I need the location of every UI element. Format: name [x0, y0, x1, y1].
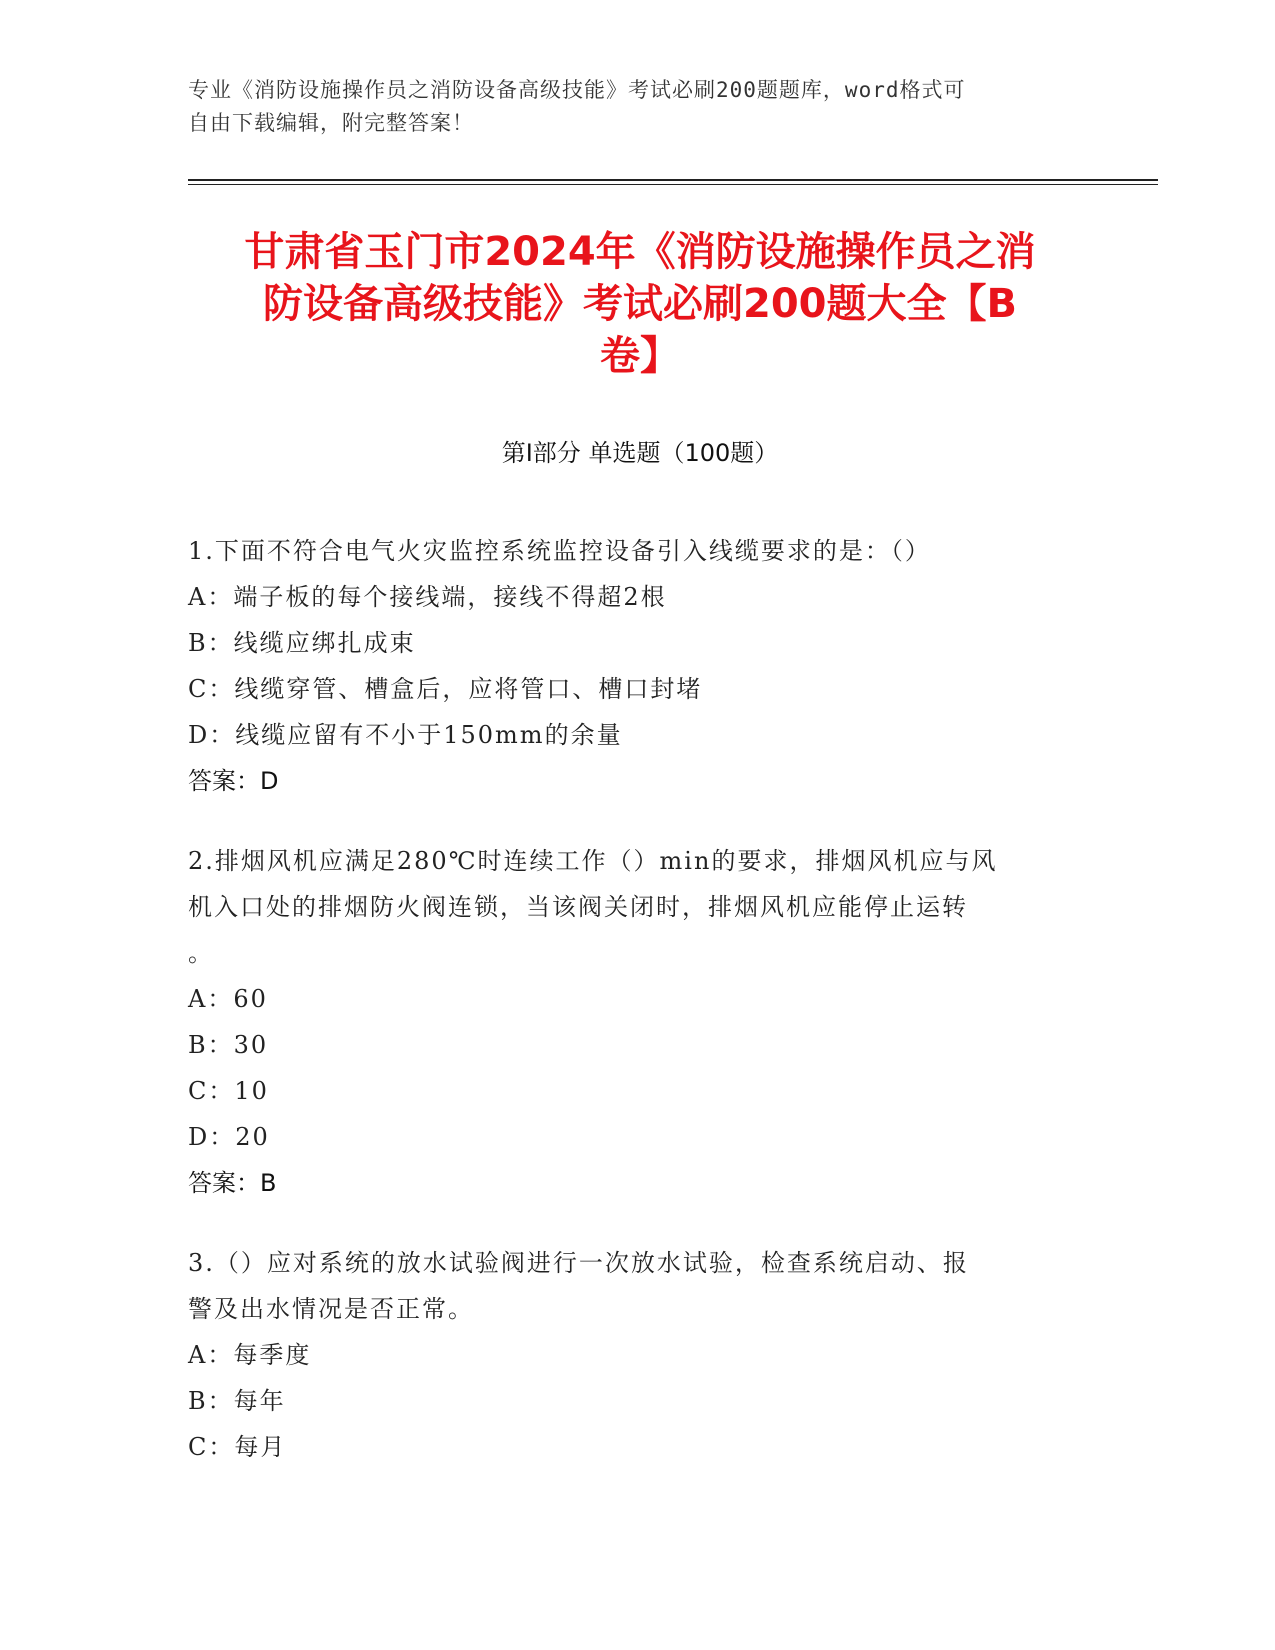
option-a: A：端子板的每个接线端，接线不得超2根: [188, 583, 667, 611]
question-stem: 1.下面不符合电气火灾监控系统监控设备引入线缆要求的是：（）: [188, 537, 931, 565]
answer: 答案：B: [188, 1169, 277, 1197]
option-c: C：线缆穿管、槽盒后，应将管口、槽口封堵: [188, 675, 703, 703]
header-note: [188, 74, 1068, 140]
option-b: B：每年: [188, 1387, 286, 1415]
option-c: C：每月: [188, 1433, 287, 1461]
question-stem: 。: [188, 939, 214, 967]
header-rule-thick: [188, 179, 1158, 181]
header-rule-thin: [188, 184, 1158, 185]
section-heading: 第Ⅰ部分 单选题（100题）: [501, 439, 779, 467]
question-2: [188, 838, 1088, 1206]
option-b: B：线缆应绑扎成束: [188, 629, 416, 657]
option-d: D：线缆应留有不小于150mm的余量: [188, 721, 623, 749]
option-b: B：30: [188, 1031, 269, 1059]
answer: 答案：D: [188, 767, 279, 795]
header-note-line-1: 专业《消防设施操作员之消防设备高级技能》考试必刷200题题库，word格式可: [188, 78, 966, 102]
question-stem: 警及出水情况是否正常。: [188, 1295, 474, 1323]
question-1: [188, 528, 1088, 804]
option-d: D：20: [188, 1123, 270, 1151]
question-stem: 机入口处的排烟防火阀连锁，当该阀关闭时，排烟风机应能停止运转: [188, 893, 968, 921]
header-note-line-2: 自由下载编辑，附完整答案！: [188, 111, 474, 135]
option-c: C：10: [188, 1077, 269, 1105]
question-list: [188, 528, 1088, 1504]
title-line-1: 甘肃省玉门市2024年《消防设施操作员之消: [244, 229, 1036, 275]
option-a: A：每季度: [188, 1341, 312, 1369]
title-line-2: 防设备高级技能》考试必刷200题大全【B: [263, 281, 1017, 327]
question-3: [188, 1240, 1088, 1470]
option-a: A：60: [188, 985, 268, 1013]
title-line-3: 卷】: [600, 333, 680, 379]
question-stem: 3.（）应对系统的放水试验阀进行一次放水试验，检查系统启动、报: [188, 1249, 969, 1277]
document-title: [160, 226, 1120, 382]
question-stem: 2.排烟风机应满足280℃时连续工作（）min的要求，排烟风机应与风: [188, 847, 998, 875]
